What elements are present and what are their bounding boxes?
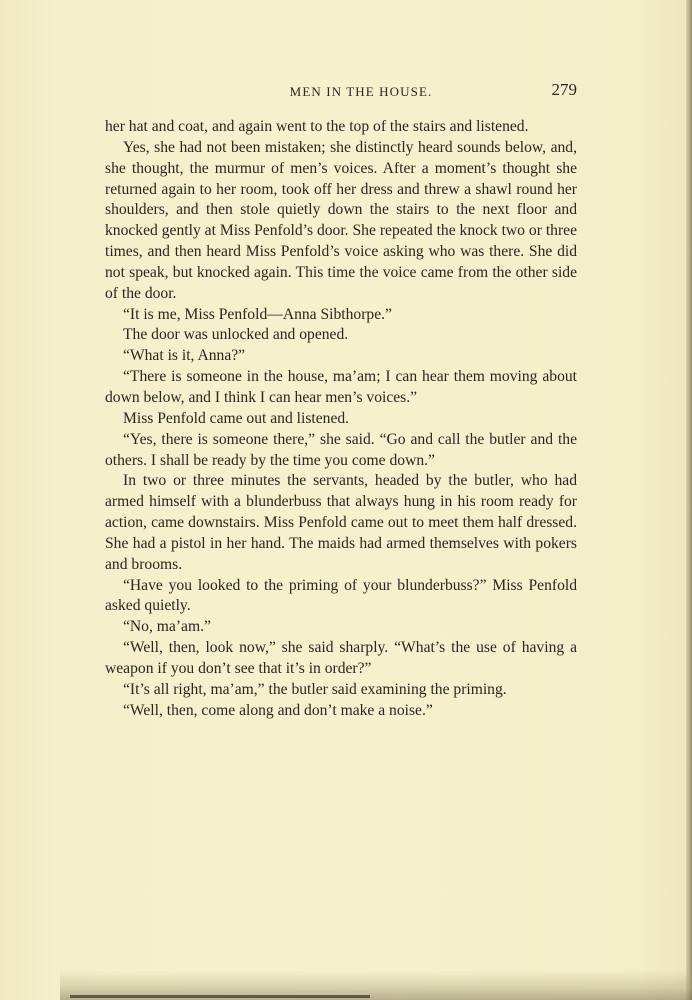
running-head: MEN IN THE HOUSE. [289,84,433,99]
paragraph: “It’s all right, ma’am,” the butler said examining the priming. [123,680,507,698]
page-number: 279 [551,80,577,99]
paragraph: “Yes, there is someone there,” she said. “Go and call the butler and the others. I shall be ready by the time you come down.” [105,430,577,469]
body-text [105,117,577,721]
paragraph: “Well, then, look now,” she said sharply. “What’s the use of having a weapon if you don’t see that it’s in order?” [105,639,577,677]
page-edge [686,0,692,1000]
paragraph: her hat and coat, and again went to the top of the stairs and listened. [105,118,529,135]
page-bottom-mark [70,995,370,998]
paragraph: “Have you looked to the priming of your blunderbuss?” Miss Penfold asked quietly. [105,576,577,615]
page-header [105,80,577,104]
paragraph: “There is someone in the house, ma’am; I can hear them moving about down below, and I think I can hear men’s voices.” [105,368,577,406]
paragraph: “No, ma’am.” [123,618,211,636]
paragraph: “Well, then, come along and don’t make a noise.” [123,701,433,719]
paragraph: Yes, she had not been mistaken; she distinctly heard sounds below, and, she thought, the murmur of men’s voices. After a moment’s thought she returned again to her room, took off her dress and threw a shawl round her shoulders, and then stole quietly down the stairs to the next floor and knocked gently at Miss Penfold’s door. She repeated the knock two or three times, and then heard Miss Penfold’s voice asking who was there. She did not speak, but knocked again. This time the voice came from the other side of the door. [105,138,577,302]
paragraph: The door was unlocked and opened. [123,326,349,344]
paragraph: In two or three minutes the servants, headed by the butler, who had armed himself with a blunderbuss that always hung in his room ready for action, came downstairs. Miss Penfold came out to meet them half dressed. She had a pistol in her hand. The maids had armed themselves with pokers and brooms. [105,472,577,573]
paragraph: “It is me, Miss Penfold—Anna Sibthorpe.” [123,305,392,323]
paragraph: Miss Penfold came out and listened. [123,409,350,427]
paragraph: “What is it, Anna?” [123,347,246,365]
